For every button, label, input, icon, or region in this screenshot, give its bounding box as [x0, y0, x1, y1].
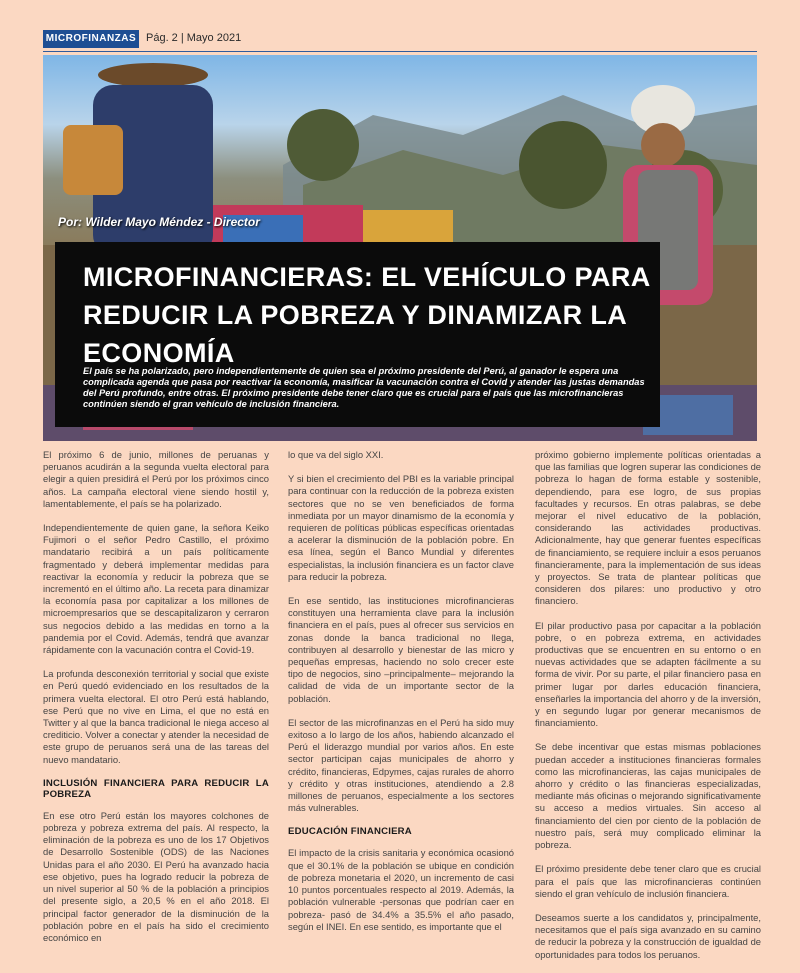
- page-header: [43, 30, 757, 48]
- page-info: Pág. 2 | Mayo 2021: [146, 32, 242, 44]
- section-heading: EDUCACIÓN FINANCIERA: [288, 826, 412, 838]
- paragraph: Y si bien el crecimiento del PBI es la variable principal para continuar con la reducción de la pobreza existen sectores que no se ven beneficiados de forma inmediata por un mayor dinamismo de la economía y requieren de políticas públicas específicas orientadas a acelerar la disminución de la población pobre. En esa línea, según el Banco Mundial y diferentes especialistas, la inclusión financiera es un factor clave para reducir la pobreza.: [288, 473, 514, 582]
- article-title: MICROFINANCIERAS: EL VEHÍCULO PARA REDUCIR LA POBREZA Y DINAMIZAR LA ECONOMÍA: [83, 262, 650, 368]
- paragraph: El pilar productivo pasa por capacitar a la población pobre, o en pobreza extrema, en actividades productivas que se encuentren en su entorno o en nuevas actividades que se adapten fácilmente a su forma de vivir. Por su parte, el pilar financiero pasa en primer lugar por darles educación financiera, enseñarles la importancia del ahorro y de la inversión, y en segundo lugar por generar mecanismos de financiamiento.: [535, 619, 761, 729]
- author-byline: Por: Wilder Mayo Méndez - Director: [58, 215, 260, 229]
- column-1: [43, 449, 269, 956]
- article-lead: El país se ha polarizado, pero independientemente de quien sea el próximo presidente del Perú, al ganador le espera una complicada agenda que pasa por reactivar la economía, masificar la vacunación contra el Covid y atender las justas demandas del Perú profundo, entre otras. El próximo presidente debe tener claro que es crucial para el país que las microfinancieras continúen siendo el gran vehículo de inclusión financiera.: [83, 366, 645, 409]
- header-divider: [43, 51, 757, 52]
- paragraph: El próximo presidente debe tener claro que es crucial para el país que las microfinancieras continúen siendo el gran vehículo de inclusión financiera.: [535, 863, 761, 899]
- paragraph: lo que va del siglo XXI.: [288, 449, 384, 460]
- hero-photo: [43, 55, 757, 441]
- paragraph: El impacto de la crisis sanitaria y económica ocasionó que el 30.1% de la población se ubique en condición de pobreza monetaria el 2020, un incremento de casi 10 puntos porcentuales respecto al 2019. Además, la población vulnerable -personas que podrían caer en pobreza- pasó de 34.4% a 35.5% el año pasado, según el INEI. En ese sentido, es importante que el: [288, 847, 514, 932]
- paragraph: próximo gobierno implemente políticas orientadas a que las familias que logren superar las condiciones de pobreza lo hagan de forma estable y sostenible, dependiendo, para ese logro, de sus propias facultades y recursos. En otras palabras, se debe mejorar el nivel educativo de la población, considerando las actividades productivas. Adicionalmente, hay que generar fuentes específicas de financiamiento, se requiere incluir a esos peruanos financieramente, para la implementación de sus ideas y proyectos. Se trata de plantear políticas que consideren dos pilares: uno productivo y otro financiero.: [535, 449, 761, 607]
- paragraph: El próximo 6 de junio, millones de peruanas y peruanos acudirán a la segunda vuelta electoral para elegir a quien presidirá el Perú por los próximos cinco años. La campaña electoral viene siendo hostil y, lamentablemente, el país se ha polarizado.: [43, 449, 269, 509]
- headline-box: [55, 242, 660, 427]
- paragraph: El sector de las microfinanzas en el Perú ha sido muy exitoso a lo largo de los años, habiendo alcanzado el Perú el liderazgo mundial por varios años. En este sector participan cajas municipales de ahorro y crédito, financieras, Edpymes, cajas rurales de ahorro y crédito y otras instituciones, atendiendo a 2.8 millones de peruanos, especialmente a los sectores más vulnerables.: [288, 716, 514, 814]
- brand-logo: MICROFINANZAS: [43, 30, 139, 48]
- paragraph: Deseamos suerte a los candidatos y, principalmente, necesitamos que el país siga avanzado en su camino de reducir la pobreza y la construcción de igualdad de oportunidades para todos los peruanos.: [535, 911, 761, 960]
- paragraph: Independientemente de quien gane, la señora Keiko Fujimori o el señor Pedro Castillo, el próximo mandatario recibirá a un país políticamente fragmentado y deberá implementar medidas para reactivar la economía y reducir la pobreza que se incrementó en el último año. La receta para dinamizar la economía pasa por capitalizar a los millones de microempresarios que se descapitalizaron y cerraron sus negocios debido a las medidas en torno a la pandemia por el Covid. Además, tendrá que avanzar rápidamente con la vacunación contra el Covid-19.: [43, 522, 269, 656]
- paragraph: En ese sentido, las instituciones microfinancieras constituyen una herramienta clave para la inclusión financiera en el país, pues al ofrecer sus servicios en zonas donde la banca tradicional no llega, contribuyen al desarrollo y bienestar de las micro y pequeñas empresas, haciendo no solo crecer este tipo de negocios, sino –principalmente– mejorando la calidad de vida de un importante sector de la población.: [288, 595, 514, 704]
- paragraph: En ese otro Perú están los mayores colchones de pobreza y pobreza extrema del país. Al respecto, la eliminación de la pobreza es uno de los 17 Objetivos de Desarrollo Sostenible (ODS) de las Naciones Unidas para el año 2030. El Perú ha avanzado hacia ese objetivo, pues ha logrado reducir la pobreza de un nivel superior al 50 % de la población a principios del presente siglo, a 20,5 % en el año 2018. El principal factor generador de la disminución de la población pobre en el país ha sido el crecimiento económico en: [43, 809, 269, 943]
- paragraph: La profunda desconexión territorial y social que existe en Perú quedó evidenciado en los resultados de la primera vuelta electoral. El otro Perú está hablando, ese Perú que no vive en Lima, el que no está en Twitter y al que la banca tradicional le niega acceso al crediticio. Volver a conectar y atender la necesidad de este grupo de peruanos será una de las tareas del nuevo mandatario.: [43, 668, 269, 765]
- paragraph: Se debe incentivar que estas mismas poblaciones puedan acceder a instituciones financieras formales como las microfinancieras, las cajas municipales de ahorro y crédito o las financieras especializadas, mediante más oficinas o mejorando significativamente su acceso a medios virtuales. Sin acceso al financiamiento del cien por ciento de la población de nuestro país, será muy complicado eliminar la pobreza.: [535, 741, 761, 851]
- column-3: [535, 449, 761, 973]
- section-heading: INCLUSIÓN FINANCIERA PARA REDUCIR LA POBREZA: [43, 777, 269, 800]
- column-2: [288, 449, 514, 945]
